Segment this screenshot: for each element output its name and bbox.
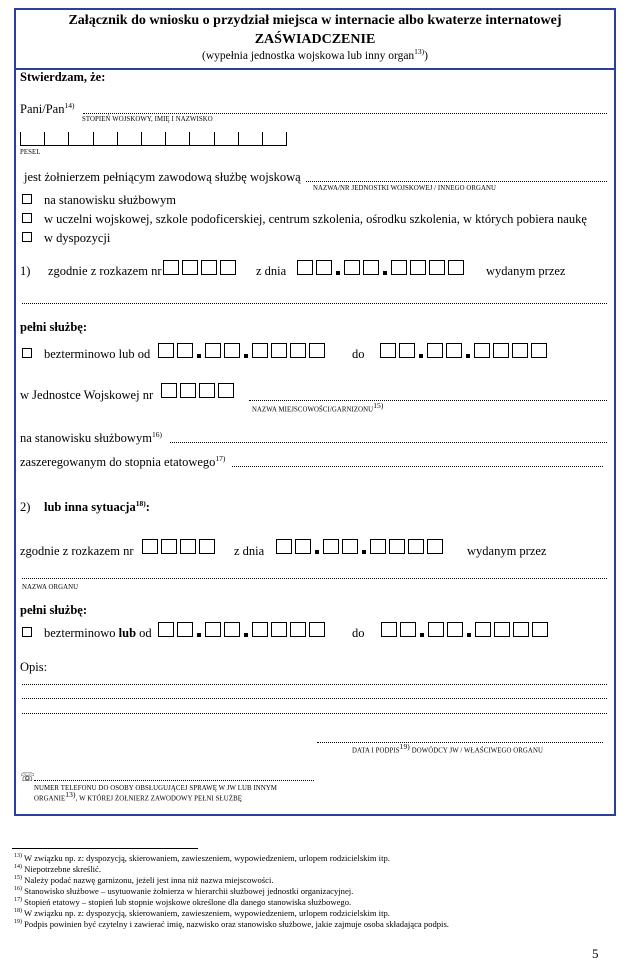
digit-box[interactable] <box>205 343 221 358</box>
section2-z-dnia-label: z dnia <box>234 544 265 558</box>
digit-box[interactable] <box>532 622 548 637</box>
digit-box[interactable] <box>297 260 313 275</box>
footnote <box>14 864 101 874</box>
footnote-number: 17) <box>14 897 22 904</box>
od-1-date-boxes[interactable] <box>158 343 328 358</box>
footnote <box>14 853 390 863</box>
digit-box[interactable] <box>295 539 311 554</box>
digit-box[interactable] <box>380 343 396 358</box>
date-separator <box>465 343 471 358</box>
pesel-tick <box>262 132 263 145</box>
do-1-date-boxes[interactable] <box>380 343 550 358</box>
pesel-field[interactable] <box>20 132 287 146</box>
footnote-text: Stanowisko służbowe – usytuowanie żołnierza w hierarchii służbowej jednostki organizacyjnej. <box>22 886 354 896</box>
digit-box[interactable] <box>309 343 325 358</box>
pesel-tick <box>141 132 142 145</box>
stopien-field[interactable] <box>83 113 607 114</box>
digit-box[interactable] <box>342 539 358 554</box>
pesel-tick <box>214 132 215 145</box>
pesel-tick <box>68 132 69 145</box>
footnote-text: Niepotrzebne skreślić. <box>22 864 101 874</box>
garnizon-field[interactable] <box>249 400 607 401</box>
digit-box[interactable] <box>446 343 462 358</box>
date-separator <box>466 622 472 637</box>
digit-box[interactable] <box>447 622 463 637</box>
digit-box[interactable] <box>391 260 407 275</box>
opt-stanowisko-label: na stanowisku służbowym <box>44 193 176 207</box>
digit-box[interactable] <box>370 539 386 554</box>
jednostka-field[interactable] <box>306 181 607 182</box>
garnizon-caption: NAZWA MIEJSCOWOŚCI/GARNIZONU$^{15)}$ <box>252 401 384 414</box>
jest-zolnierzem-label: jest żołnierzem pełniącym zawodową służbę wojskową <box>24 170 301 184</box>
digit-box[interactable] <box>400 622 416 637</box>
pani-pan-label: Pani/Pan$^{14)}$ <box>20 100 75 116</box>
section1-date-boxes[interactable] <box>297 260 467 275</box>
footnote <box>14 886 353 896</box>
digit-box[interactable] <box>199 383 215 398</box>
digit-box[interactable] <box>224 343 240 358</box>
digit-box[interactable] <box>271 622 287 637</box>
stopien-etatowy-field[interactable] <box>232 466 603 467</box>
od-2-date-boxes[interactable] <box>158 622 328 637</box>
digit-box[interactable] <box>161 539 177 554</box>
digit-box[interactable] <box>512 343 528 358</box>
opis-line-1[interactable] <box>22 684 607 685</box>
digit-box[interactable] <box>158 622 174 637</box>
podpis-field[interactable] <box>317 742 603 743</box>
date-separator <box>243 343 249 358</box>
section1-rozkaz-label: zgodnie z rozkazem nr <box>48 264 162 278</box>
section1-rozkaz-number-boxes[interactable] <box>163 260 239 275</box>
footnote-number: 13) <box>14 853 22 860</box>
digit-box[interactable] <box>158 343 174 358</box>
telefon-caption-line1: NUMER TELEFONU DO OSOBY OBSŁUGUJĄCEJ SPRAWĘ W JW LUB INNYM <box>34 785 277 792</box>
pesel-tick <box>20 132 21 145</box>
telefon-caption-line2: ORGANIE$^{13)}$, W KTÓREJ ŻOŁNIERZ ZAWODOWY PEŁNI SŁUŻBĘ <box>34 790 242 803</box>
digit-box[interactable] <box>410 260 426 275</box>
pesel-tick <box>286 132 287 145</box>
digit-box[interactable] <box>408 539 424 554</box>
footnote-text: Stopień etatowy – stopień lub stopnie wojskowe określone dla danego stanowiska służbowego. <box>22 897 352 907</box>
pesel-tick <box>238 132 239 145</box>
date-separator <box>335 260 341 275</box>
digit-box[interactable] <box>290 622 306 637</box>
form-header <box>16 10 614 70</box>
section2-organ-field[interactable] <box>22 578 607 579</box>
section2-rozkaz-number-boxes[interactable] <box>142 539 218 554</box>
digit-box[interactable] <box>177 622 193 637</box>
do-1-label: do <box>352 347 365 361</box>
footnote-number: 14) <box>14 864 22 871</box>
digit-box[interactable] <box>182 260 198 275</box>
digit-box[interactable] <box>142 539 158 554</box>
pesel-tick <box>165 132 166 145</box>
digit-box[interactable] <box>323 539 339 554</box>
digit-box[interactable] <box>429 260 445 275</box>
digit-box[interactable] <box>161 383 177 398</box>
footnote-text: Podpis powinien być czytelny i zawierać imię, nazwisko oraz stanowisko służbowe, jakie zajmuje osoba składająca podpis. <box>22 919 449 929</box>
date-separator <box>196 622 202 637</box>
section2-date-boxes[interactable] <box>276 539 446 554</box>
digit-box[interactable] <box>428 622 444 637</box>
podpis-caption: DATA I PODPIS$^{19)}$ DOWÓDCY JW / WŁAŚCIWEGO ORGANU <box>352 742 543 755</box>
section1-organ-field[interactable] <box>22 303 607 304</box>
digit-box[interactable] <box>271 343 287 358</box>
section2-rozkaz-label: zgodnie z rozkazem nr <box>20 544 134 558</box>
digit-box[interactable] <box>224 622 240 637</box>
jednostka-wojskowa-label: w Jednostce Wojskowej nr <box>20 388 154 402</box>
footnote-number: 19) <box>14 919 22 926</box>
stwierdzam-label: Stwierdzam, że: <box>20 70 106 84</box>
do-2-label: do <box>352 626 365 640</box>
jednostka-caption: NAZWA/NR JEDNOSTKI WOJSKOWEJ / INNEGO ORGANU <box>313 185 497 192</box>
dyspozycja-checkbox[interactable] <box>22 232 32 242</box>
digit-box[interactable] <box>276 539 292 554</box>
section2-title: lub inna sytuacja$^{18)}$: <box>44 498 150 514</box>
section1-wydanym-label: wydanym przez <box>486 264 566 278</box>
pesel-tick <box>117 132 118 145</box>
digit-box[interactable] <box>309 622 325 637</box>
page-number: 5 <box>592 946 599 961</box>
digit-box[interactable] <box>205 622 221 637</box>
opis-line-2[interactable] <box>22 698 607 699</box>
digit-box[interactable] <box>199 539 215 554</box>
digit-box[interactable] <box>493 343 509 358</box>
footnote-text: W związku np. z: dyspozycją, skierowaniem, zawieszeniem, wypowiedzeniem, urlopem rodzicielskim itp. <box>22 853 390 863</box>
jw-number-boxes[interactable] <box>161 383 237 398</box>
pesel-caption: PESEL <box>20 149 41 156</box>
section1-z-dnia-label: z dnia <box>256 264 287 278</box>
section1-number: 1) <box>20 264 31 278</box>
digit-box[interactable] <box>475 622 491 637</box>
uczelnia-checkbox[interactable] <box>22 213 32 223</box>
date-separator <box>243 622 249 637</box>
footnote <box>14 875 274 885</box>
digit-box[interactable] <box>344 260 360 275</box>
digit-box[interactable] <box>389 539 405 554</box>
stopien-caption: STOPIEŃ WOJSKOWY, IMIĘ I NAZWISKO <box>82 116 213 123</box>
footnote-text: Należy podać nazwę garnizonu, jeżeli jest inna niż nazwa miejscowości. <box>22 875 274 885</box>
digit-box[interactable] <box>494 622 510 637</box>
digit-box[interactable] <box>316 260 332 275</box>
digit-box[interactable] <box>399 343 415 358</box>
section2-wydanym-label: wydanym przez <box>467 544 547 558</box>
pesel-tick <box>44 132 45 145</box>
date-separator <box>419 622 425 637</box>
do-2-date-boxes[interactable] <box>381 622 551 637</box>
digit-box[interactable] <box>531 343 547 358</box>
footnote-number: 16) <box>14 886 22 893</box>
date-separator <box>314 539 320 554</box>
pesel-tick <box>93 132 94 145</box>
nazwa-organu-caption: NAZWA ORGANU <box>22 584 79 591</box>
bezterminowo-1-checkbox[interactable] <box>22 348 32 358</box>
zaszeregowanym-label: zaszeregowanym do stopnia etatowego$^{17)}$ <box>20 453 226 469</box>
digit-box[interactable] <box>180 539 196 554</box>
section2-number: 2) <box>20 500 31 514</box>
footnote <box>14 897 351 907</box>
footnote <box>14 908 390 918</box>
footnote-text: W związku np. z: dyspozycją, skierowaniem, zawieszeniem, wypowiedzeniem, urlopem rodzicielskim itp. <box>22 908 390 918</box>
digit-box[interactable] <box>218 383 234 398</box>
date-separator <box>361 539 367 554</box>
pelni-sluzbe-2-label: pełni służbę: <box>20 603 88 617</box>
digit-box[interactable] <box>252 622 268 637</box>
date-separator <box>418 343 424 358</box>
digit-box[interactable] <box>381 622 397 637</box>
digit-box[interactable] <box>220 260 236 275</box>
footnote <box>14 919 449 929</box>
header-title: Załącznik do wniosku o przydział miejsca w internacie albo kwaterze internatowej <box>68 13 562 28</box>
digit-box[interactable] <box>427 539 443 554</box>
stanowisko-field[interactable] <box>170 442 607 443</box>
digit-box[interactable] <box>474 343 490 358</box>
digit-box[interactable] <box>163 260 179 275</box>
footnote-number: 15) <box>14 875 22 882</box>
digit-box[interactable] <box>290 343 306 358</box>
footnote-separator <box>12 848 198 849</box>
footnote-number: 18) <box>14 908 22 915</box>
header-note: (wypełnia jednostka wojskowa lub inny organ$^{13)}$) <box>201 47 429 62</box>
opis-label: Opis: <box>20 660 48 674</box>
pesel-tick <box>189 132 190 145</box>
digit-box[interactable] <box>513 622 529 637</box>
digit-box[interactable] <box>363 260 379 275</box>
na-stanowisku-label: na stanowisku służbowym$^{16)}$ <box>20 429 162 445</box>
digit-box[interactable] <box>180 383 196 398</box>
opt-dyspozycja-label: w dyspozycji <box>44 231 111 245</box>
bezterminowo-2-checkbox[interactable] <box>22 627 32 637</box>
digit-box[interactable] <box>201 260 217 275</box>
digit-box[interactable] <box>427 343 443 358</box>
header-subtitle: ZAŚWIADCZENIE <box>254 32 376 47</box>
telefon-field[interactable] <box>34 780 314 781</box>
opt-uczelnia-label: w uczelni wojskowej, szkole podoficerskiej, centrum szkolenia, ośrodku szkolenia, w których pobiera naukę <box>44 212 587 226</box>
digit-box[interactable] <box>448 260 464 275</box>
opis-line-3[interactable] <box>22 713 607 714</box>
digit-box[interactable] <box>252 343 268 358</box>
bezterminowo-2-label: bezterminowo lub od <box>44 626 152 640</box>
date-separator <box>382 260 388 275</box>
stanowisko-checkbox[interactable] <box>22 194 32 204</box>
pelni-sluzbe-1-label: pełni służbę: <box>20 320 88 334</box>
date-separator <box>196 343 202 358</box>
bezterminowo-1-label: bezterminowo lub od <box>44 347 151 361</box>
phone-icon: ☏ <box>20 770 36 784</box>
digit-box[interactable] <box>177 343 193 358</box>
